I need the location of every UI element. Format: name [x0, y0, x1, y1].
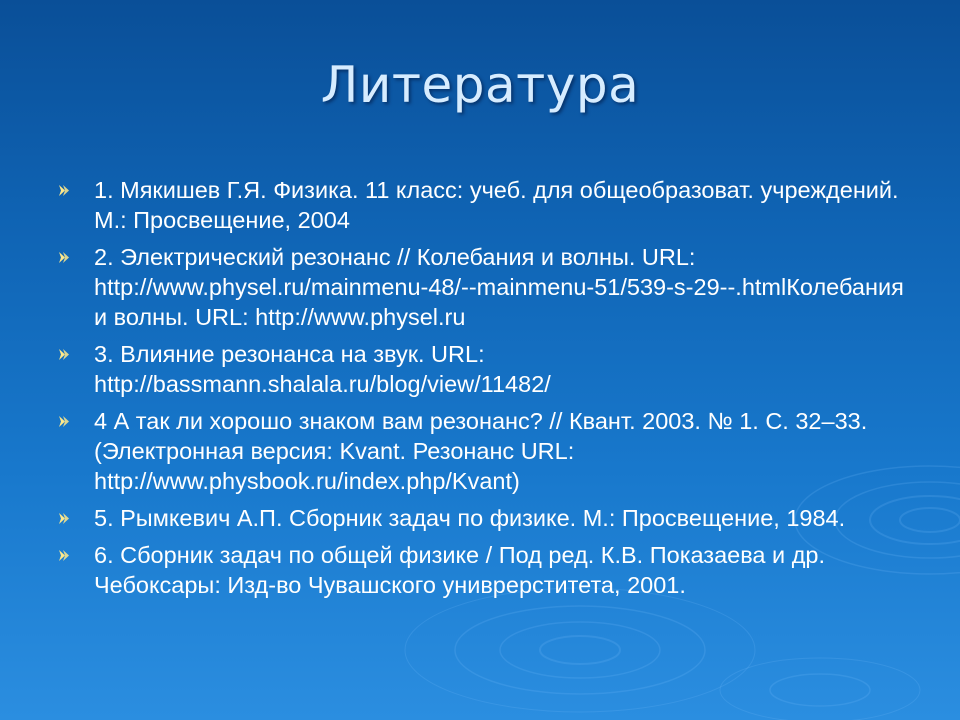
list-item-text: 3. Влияние резонанса на звук. URL: http://bassmann.shalala.ru/blog/view/11482/	[94, 341, 551, 397]
list-item	[58, 406, 908, 496]
list-item	[58, 175, 908, 235]
list-item	[58, 540, 908, 600]
list-item	[58, 242, 908, 332]
bibliography-list	[58, 175, 908, 607]
list-item-text: 6. Сборник задач по общей физике / Под ред. К.В. Показаева и др. Чебоксары: Изд-во Чувашского униврерститета, 2001.	[94, 542, 826, 598]
chevron-right-arrow-icon	[58, 251, 71, 264]
list-item-text: 2. Электрический резонанс // Колебания и волны. URL: http://www.physel.ru/mainmenu-48/--mainmenu-51/539-s-29--.htmlКолебания и волны. URL: http://www.physel.ru	[94, 244, 904, 330]
slide-title: Литература	[320, 56, 640, 114]
list-item	[58, 339, 908, 399]
chevron-right-arrow-icon	[58, 512, 71, 525]
chevron-right-arrow-icon	[58, 549, 71, 562]
list-item-text: 1. Мякишев Г.Я. Физика. 11 класс: учеб. для общеобразоват. учреждений. М.: Просвещение, 2004	[94, 177, 899, 233]
list-item-text: 4 А так ли хорошо знаком вам резонанс? // Квант. 2003. № 1. С. 32–33. (Электронная версия: Kvant. Резонанс URL: http://www.physbook.ru/index.php/Kvant)	[94, 408, 868, 494]
list-item-text: 5. Рымкевич А.П. Сборник задач по физике. М.: Просвещение, 1984.	[94, 505, 846, 531]
list-item	[58, 503, 908, 533]
chevron-right-arrow-icon	[58, 184, 71, 197]
chevron-right-arrow-icon	[58, 348, 71, 361]
chevron-right-arrow-icon	[58, 415, 71, 428]
